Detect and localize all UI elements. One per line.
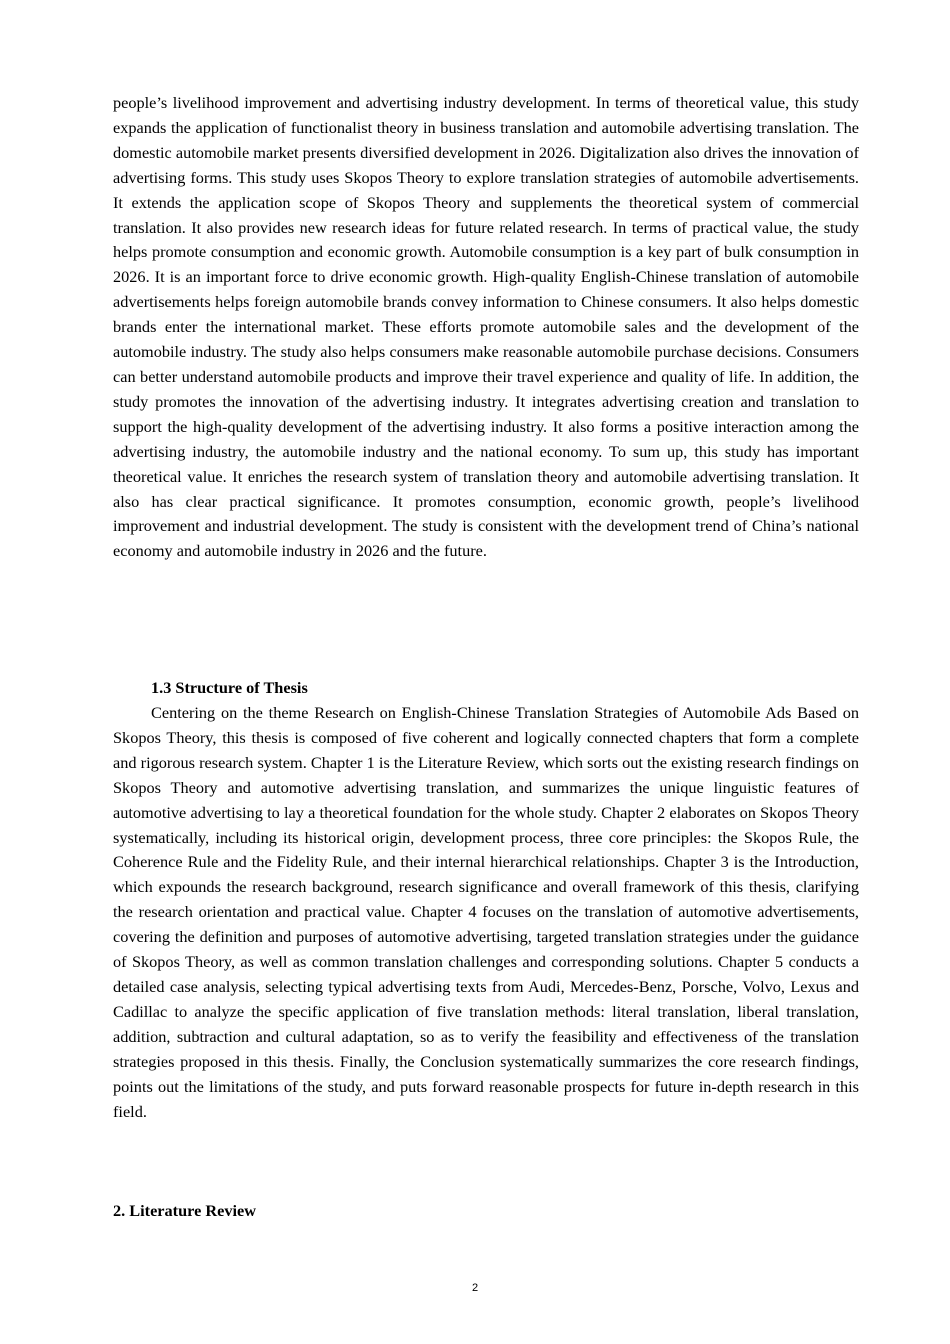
section-heading-literature-review: 2. Literature Review	[113, 1201, 257, 1220]
section-heading-structure-of-thesis: 1.3 Structure of Thesis	[151, 678, 308, 697]
structure-of-thesis-paragraph: Centering on the theme Research on English-Chinese Translation Strategies of Automobile Ads Based on Skopos Theory, this thesis is composed of five coherent and logically connected chapters that form a complete and rigorous research system. Chapter 1 is the Literature Review, which sorts out the existing research findings on Skopos Theory and automotive advertising translation, and summarizes the unique linguistic features of automotive advertising to lay a theoretical foundation for the whole study. Chapter 2 elaborates on Skopos Theory systematically, including its historical origin, development process, three core principles: the Skopos Rule, the Coherence Rule and the Fidelity Rule, and their internal hierarchical relationships. Chapter 3 is the Introduction, which expounds the research background, research significance and overall framework of this thesis, clarifying the research orientation and practical value. Chapter 4 focuses on the translation of automotive advertisements, covering the definition and purposes of automotive advertising, targeted translation strategies under the guidance of Skopos Theory, as well as common translation challenges and corresponding solutions. Chapter 5 conducts a detailed case analysis, selecting typical advertising texts from Audi, Mercedes-Benz, Porsche, Volvo, Lexus and Cadillac to analyze the specific application of five translation methods: literal translation, liberal translation, addition, subtraction and cultural adaptation, so as to verify the feasibility and effectiveness of the translation strategies proposed in this thesis. Finally, the Conclusion systematically summarizes the core research findings, points out the limitations of the study, and puts forward reasonable prospects for future in-depth research in this field.	[113, 703, 859, 1121]
page-number: 2	[471, 1282, 479, 1294]
continued-paragraph: people’s livelihood improvement and advertising industry development. In terms of theoretical value, this study expands the application of functionalist theory in business translation and automobile advertising translation. The domestic automobile market presents diversified development in 2026. Digitalization also drives the innovation of advertising forms. This study uses Skopos Theory to explore translation strategies of automobile advertisements. It extends the application scope of Skopos Theory and supplements the theoretical system of commercial translation. It also provides new research ideas for future related research. In terms of practical value, the study helps promote consumption and economic growth. Automobile consumption is a key part of bulk consumption in 2026. It is an important force to drive economic growth. High-quality English-Chinese translation of automobile advertisements helps foreign automobile brands convey information to Chinese consumers. It also helps domestic brands enter the international market. These efforts promote automobile sales and the development of the automobile industry. The study also helps consumers make reasonable automobile purchase decisions. Consumers can better understand automobile products and improve their travel experience and quality of life. In addition, the study promotes the innovation of the advertising industry. It integrates advertising creation and translation to support the high-quality development of the advertising industry. It also forms a positive interaction among the advertising industry, the automobile industry and the national economy. To sum up, this study has important theoretical value. It enriches the research system of translation theory and automobile advertising translation. It also has clear practical significance. It promotes consumption, economic growth, people’s livelihood improvement and industrial development. The study is consistent with the development trend of China’s national economy and automobile industry in 2026 and the future.	[113, 93, 859, 561]
